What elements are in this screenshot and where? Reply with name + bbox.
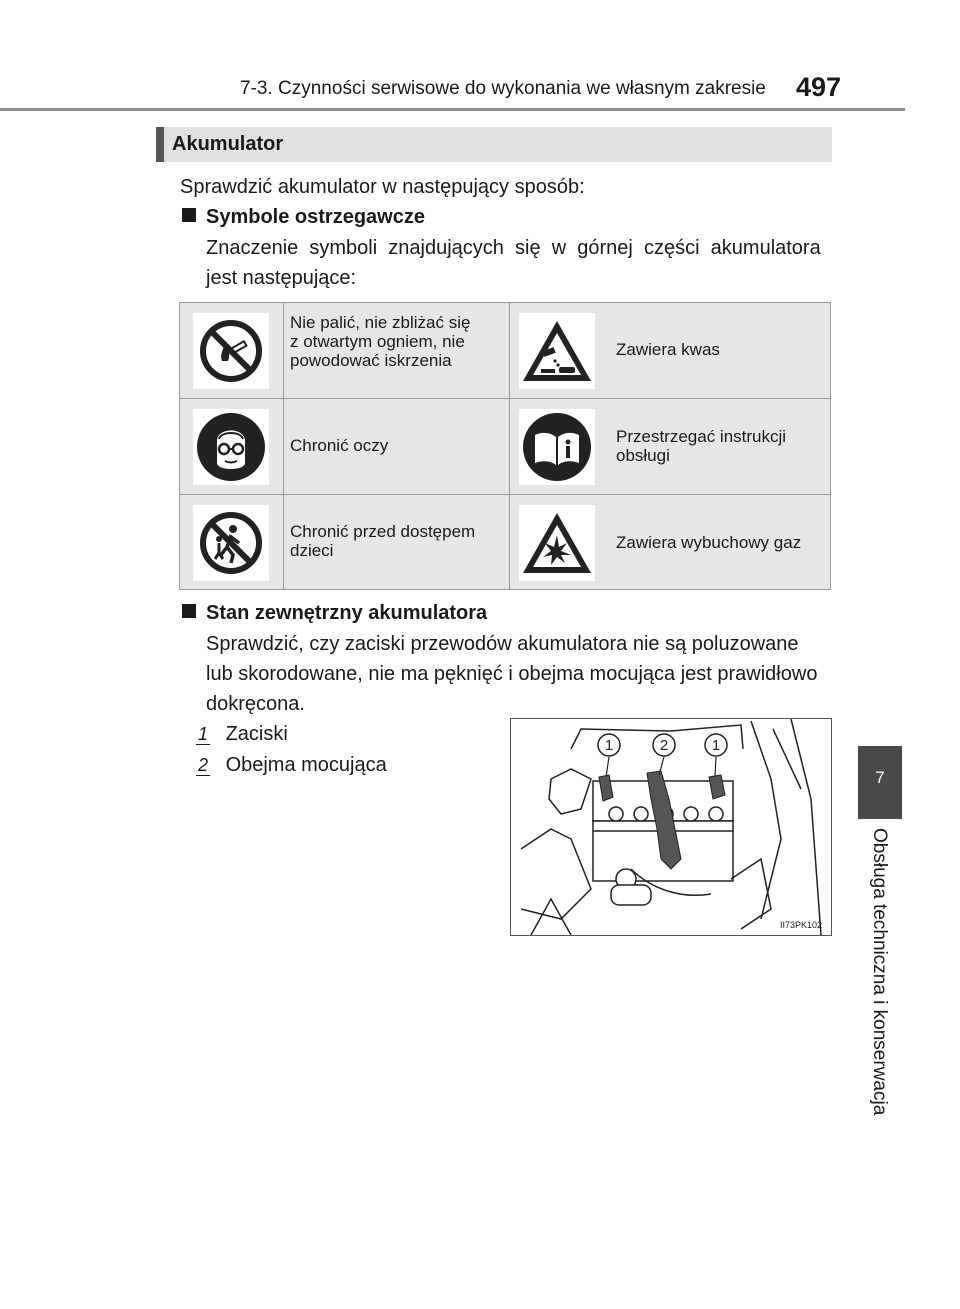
legend-item (196, 750, 387, 780)
bullet-square-icon (182, 604, 196, 618)
symbol-label-eyes: Chronić oczy (290, 436, 389, 455)
page-number: 497 (796, 72, 842, 102)
external-condition-heading-text: Stan zewnętrzny akumulatora (206, 602, 488, 624)
external-condition-text-2: lub skorodowane, nie ma pęknięć i obejma mocująca jest prawidłowo (206, 663, 818, 685)
external-condition-text-1: Sprawdzić, czy zaciski przewodów akumulatora nie są poluzowane (206, 633, 799, 655)
external-condition-text-3: dokręcona. (206, 693, 305, 715)
symbol-label-no-flame (290, 313, 470, 370)
battery-illustration (510, 718, 832, 936)
legend-label: Obejma mocująca (225, 754, 387, 776)
symbol-label-children (290, 522, 475, 560)
symbol-label-line: Chronić przed dostępem (290, 522, 476, 541)
callout-clamp: 2 (659, 737, 669, 754)
read-manual-icon (519, 409, 595, 485)
symbol-label-acid: Zawiera kwas (616, 340, 720, 359)
chapter-tab-number: 7 (875, 768, 885, 787)
no-smoking-no-flame-icon (193, 313, 269, 389)
symbol-label-line: z otwartym ogniem, nie (290, 332, 465, 351)
acid-warning-icon (519, 313, 595, 389)
chapter-tab-label: Obsługa techniczna i konserwacja (869, 828, 890, 1116)
section-intro: Sprawdzić akumulator w następujący sposób: (180, 176, 585, 198)
symbol-label-line: powodować iskrzenia (290, 351, 452, 370)
table-row-divider (179, 494, 831, 495)
warning-symbols-description-1: Znaczenie symboli znajdujących się w górnej części akumulatora (206, 237, 821, 259)
callout-terminal-1: 1 (604, 737, 614, 754)
bullet-square-icon (182, 208, 196, 222)
symbol-label-line: Nie palić, nie zbliżać się (290, 313, 471, 332)
eye-protection-icon (193, 409, 269, 485)
table-row-divider (179, 398, 831, 399)
legend-item (196, 719, 288, 749)
external-condition-heading (182, 598, 487, 628)
symbol-label-line: obsługi (616, 446, 670, 465)
warning-symbols-heading-text: Symbole ostrzegawcze (206, 206, 425, 228)
symbol-label-line: Przestrzegać instrukcji (616, 427, 787, 446)
figure-code: II73PK102 (780, 920, 823, 930)
symbol-label-manual (616, 427, 786, 465)
warning-symbols-description-2: jest następujące: (206, 267, 357, 289)
warning-symbols-heading (182, 202, 425, 232)
header-rule (0, 108, 905, 111)
header-section-title: 7-3. Czynności serwisowe do wykonania we własnym zakresie (240, 78, 766, 99)
symbol-label-line: dzieci (290, 541, 334, 560)
legend-label: Zaciski (225, 723, 288, 745)
legend-number: 1 (197, 724, 208, 744)
explosive-gas-icon (519, 505, 595, 581)
table-col-divider (509, 302, 510, 590)
callout-terminal-2: 1 (711, 737, 721, 754)
symbol-label-explosive: Zawiera wybuchowy gaz (616, 533, 802, 552)
section-title: Akumulator (172, 133, 284, 155)
legend-number: 2 (197, 755, 208, 775)
table-col-divider (283, 302, 284, 590)
keep-away-children-icon (193, 505, 269, 581)
